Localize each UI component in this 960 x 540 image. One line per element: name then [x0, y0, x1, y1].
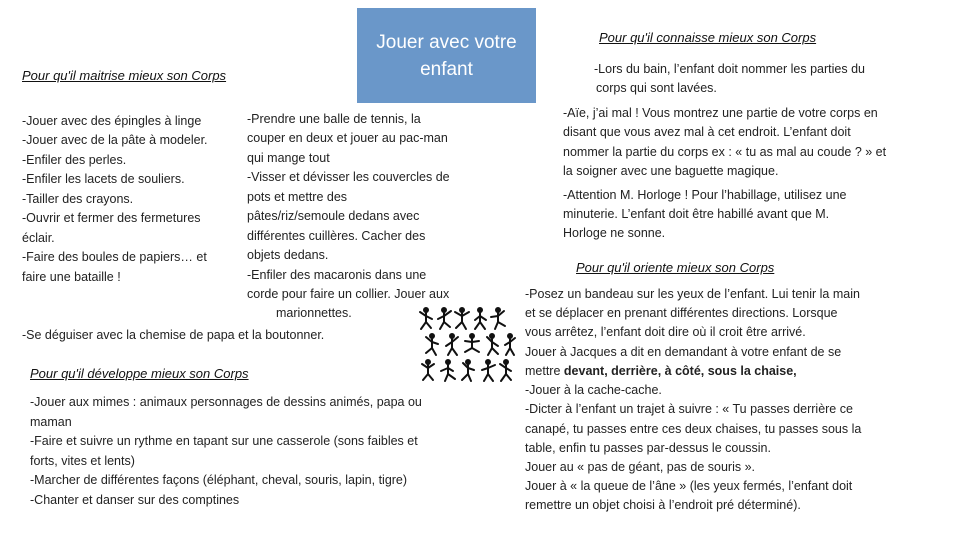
list-item: forts, vites et lents) — [30, 454, 135, 468]
list-item: -Visser et dévisser les couvercles de — [247, 170, 450, 184]
list-item: -Prendre une balle de tennis, la — [247, 112, 421, 126]
list-item: vous arrêtez, l’enfant doit dire où il croit être arrivé. — [525, 325, 806, 339]
list-item: minuterie. L’enfant doit être habillé avant que M. — [563, 207, 830, 221]
list-item: marionnettes. — [276, 306, 352, 320]
list-item: -Aïe, j’ai mal ! Vous montrez une partie de votre corps en — [563, 106, 878, 120]
silhouettes-icon — [418, 306, 518, 384]
list-item: -Dicter à l’enfant un trajet à suivre : « Tu passes derrière ce — [525, 402, 853, 416]
heading-connaisse: Pour qu'il connaisse mieux son Corps — [599, 30, 817, 45]
list-item: pots et mettre des — [247, 190, 348, 204]
list-item: et se déplacer en prenant différentes directions. Lorsque — [525, 306, 838, 320]
list-item: corps qui sont lavées. — [596, 81, 717, 95]
list-item: qui mange tout — [247, 151, 330, 165]
title-line-2: enfant — [420, 58, 473, 80]
list-item: remettre un objet choisi à l’endroit pré déterminé). — [525, 498, 801, 512]
list-item: -Enfiler les lacets de souliers. — [22, 172, 185, 186]
bold-prefix: mettre — [525, 364, 564, 378]
list-item: -Jouer à la cache-cache. — [525, 383, 662, 397]
list-item: -Chanter et danser sur des comptines — [30, 493, 240, 507]
list-item: -Faire des boules de papiers… et — [22, 250, 207, 264]
list-item: Jouer à « la queue de l’âne » (les yeux fermés, l’enfant doit — [525, 479, 853, 493]
title-box — [357, 8, 536, 103]
list-item — [525, 362, 797, 382]
bold-positions: devant, derrière, à côté, sous la chaise, — [563, 364, 797, 378]
list-item: -Jouer avec des épingles à linge — [22, 114, 202, 128]
title-line-1: Jouer avec votre — [376, 31, 517, 53]
list-item: faire une bataille ! — [22, 270, 121, 284]
heading-developpe: Pour qu'il développe mieux son Corps — [30, 366, 249, 381]
list-item: pâtes/riz/semoule dedans avec — [247, 209, 420, 223]
list-item: -Enfiler des macaronis dans une — [247, 268, 427, 282]
list-item: -Jouer avec de la pâte à modeler. — [22, 133, 208, 147]
heading-maitrise: Pour qu'il maitrise mieux son Corps — [22, 68, 227, 83]
list-item: -Faire et suivre un rythme en tapant sur une casserole (sons faibles et — [30, 434, 418, 448]
list-item: -Marcher de différentes façons (éléphant, cheval, souris, lapin, tigre) — [30, 473, 408, 487]
list-item: -Jouer aux mimes : animaux personnages de dessins animés, papa ou — [30, 395, 422, 409]
list-item: couper en deux et jouer au pac-man — [247, 131, 448, 145]
list-item: -Ouvrir et fermer des fermetures — [22, 211, 201, 225]
list-item: maman — [30, 415, 72, 429]
list-item: Jouer au « pas de géant, pas de souris ». — [525, 460, 756, 474]
list-item: objets dedans. — [247, 248, 329, 262]
list-item: Horloge ne sonne. — [563, 226, 666, 240]
list-item: -Posez un bandeau sur les yeux de l’enfant. Lui tenir la main — [525, 287, 860, 301]
list-item: -Attention M. Horloge ! Pour l’habillage, utilisez une — [563, 188, 847, 202]
list-item: disant que vous avez mal à cet endroit. L’enfant doit — [563, 125, 851, 139]
list-item: différentes cuillères. Cacher des — [247, 229, 426, 243]
list-item: éclair. — [22, 231, 55, 245]
list-item: Jouer à Jacques a dit en demandant à votre enfant de se — [525, 345, 842, 359]
list-item: nommer la partie du corps ex : « tu as mal au coude ? » et — [563, 145, 887, 159]
list-item: -Lors du bain, l’enfant doit nommer les parties du — [594, 62, 865, 76]
deguiser-line: -Se déguiser avec la chemise de papa et la boutonner. — [22, 328, 325, 342]
list-item: -Tailler des crayons. — [22, 192, 134, 206]
list-item: -Enfiler des perles. — [22, 153, 127, 167]
list-item: canapé, tu passes entre ces deux chaises, tu passes sous la — [525, 422, 862, 436]
list-item: table, enfin tu passes par-dessus le coussin. — [525, 441, 771, 455]
list-item: la soigner avec une baguette magique. — [563, 164, 779, 178]
list-item: corde pour faire un collier. Jouer aux — [247, 287, 450, 301]
heading-oriente: Pour qu'il oriente mieux son Corps — [576, 260, 775, 275]
